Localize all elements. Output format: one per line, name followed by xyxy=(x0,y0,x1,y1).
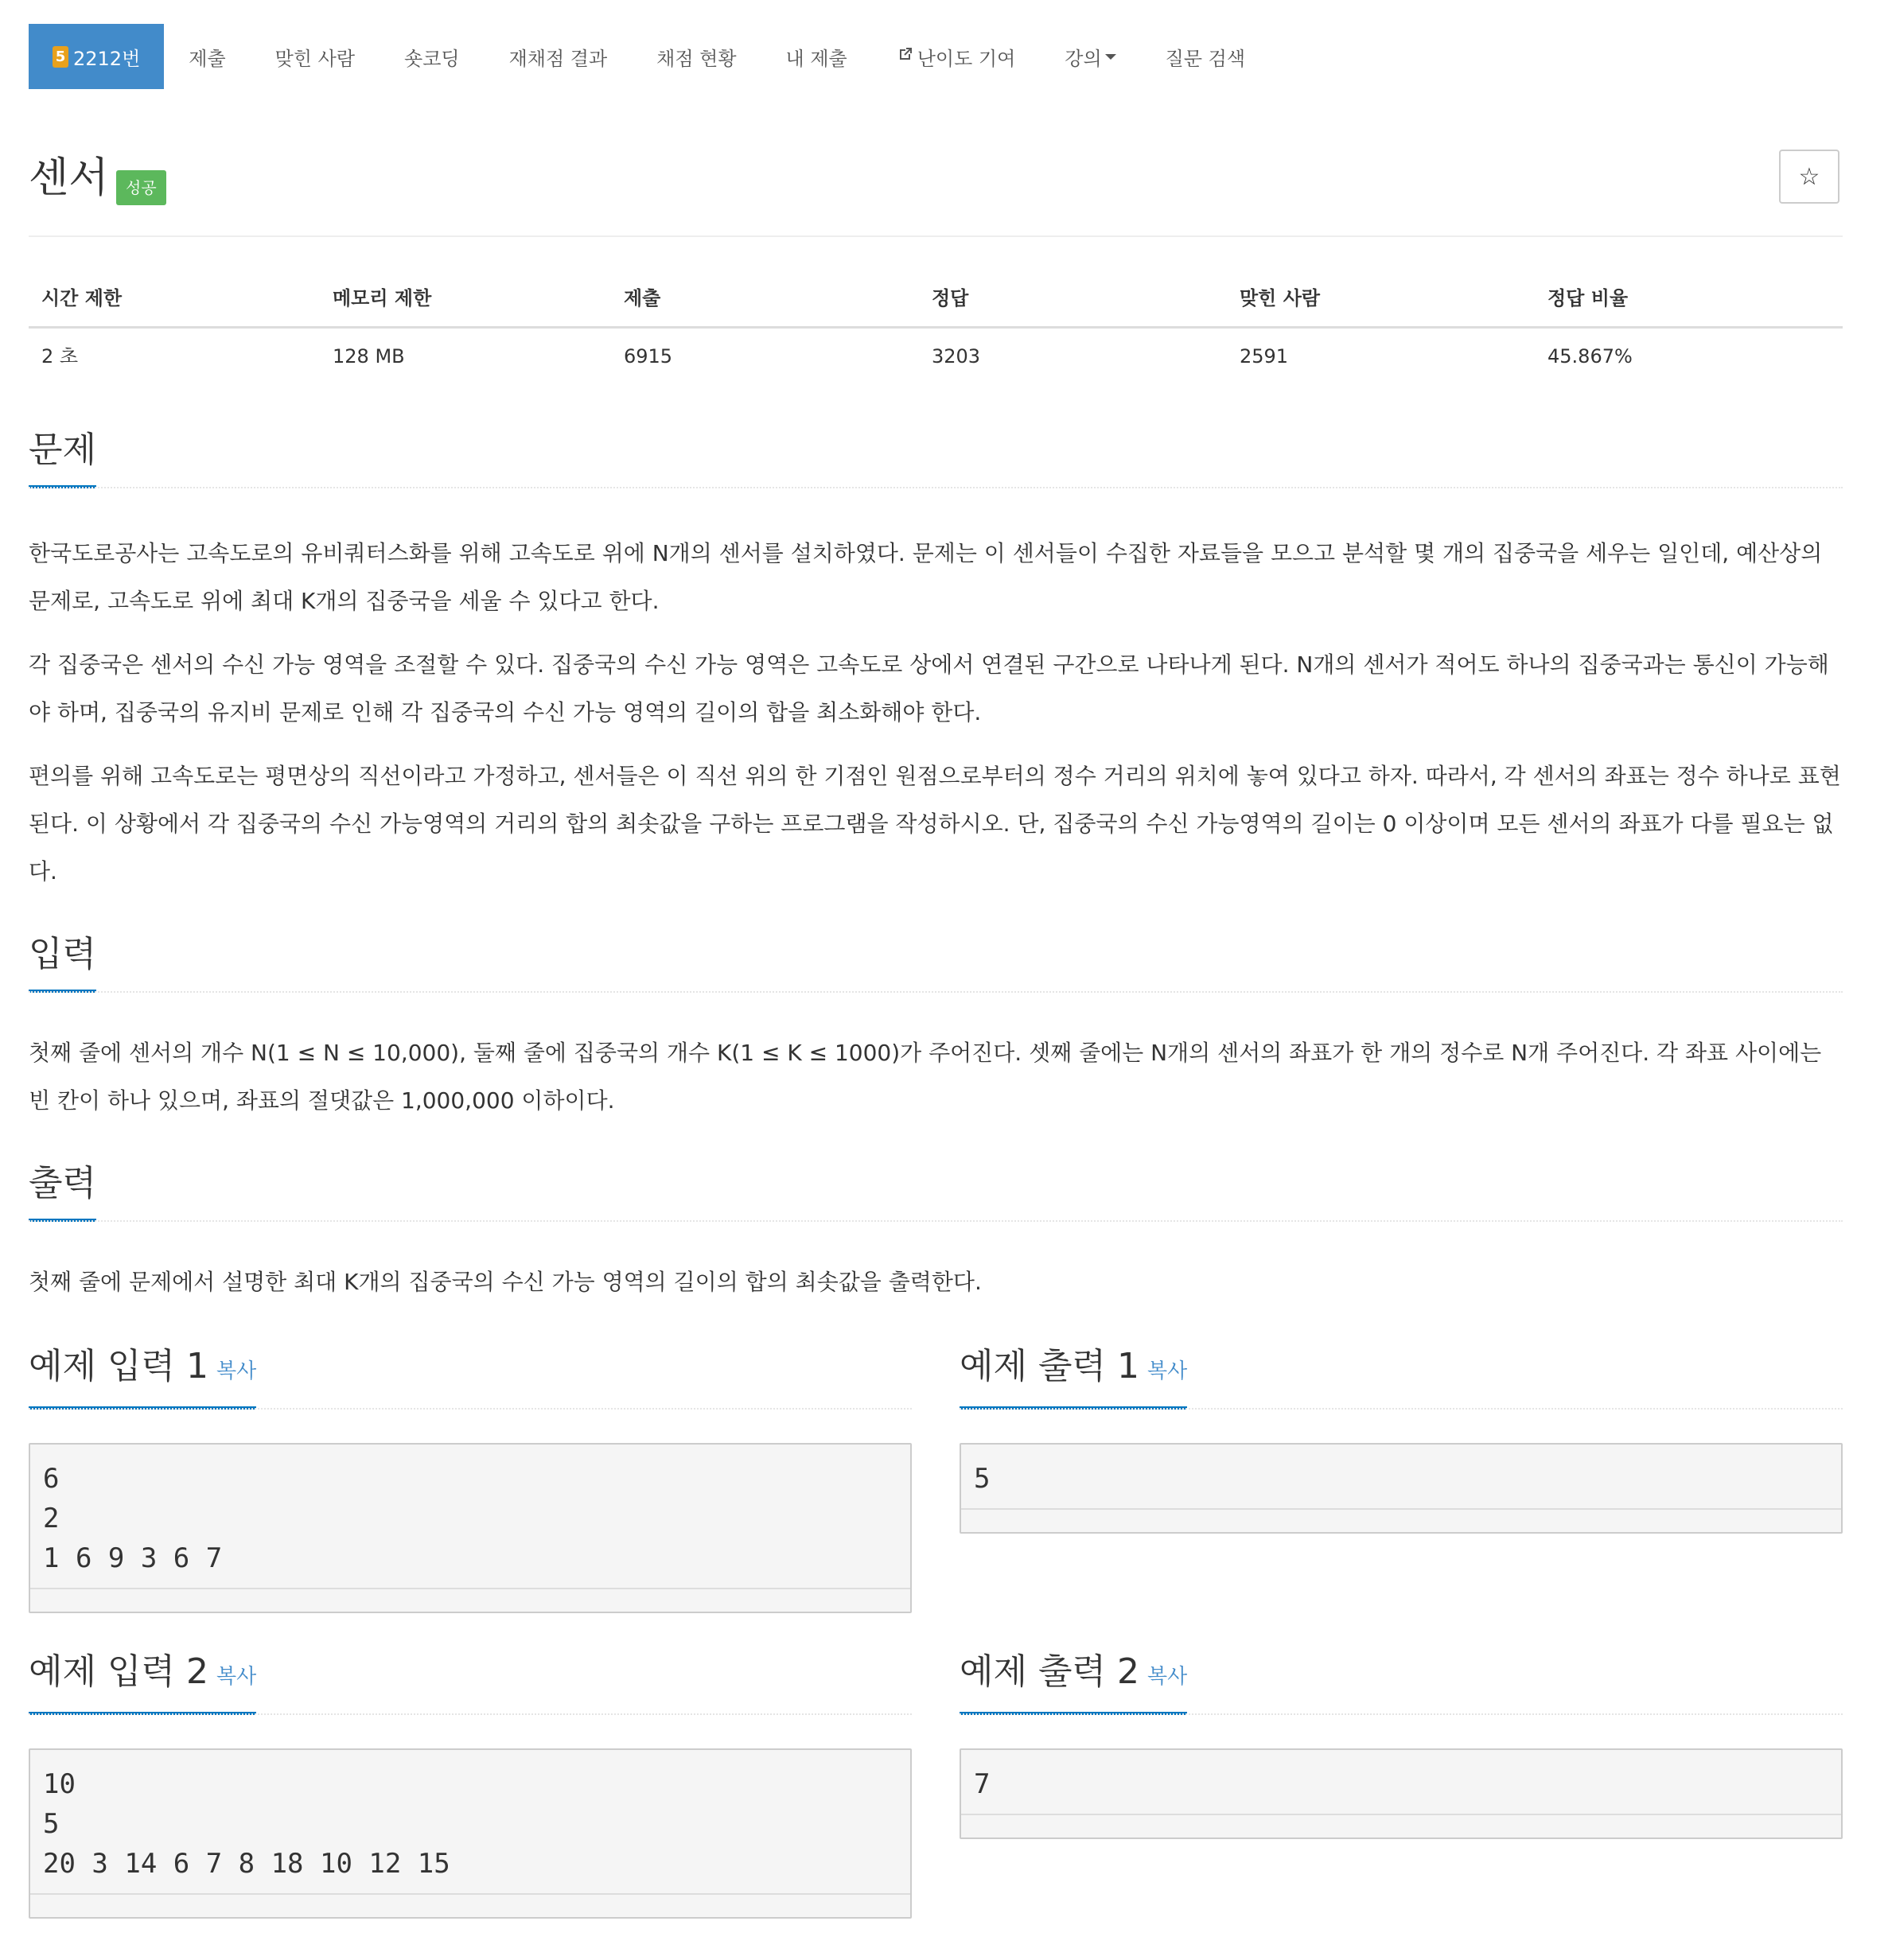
favorite-star-button[interactable] xyxy=(1779,150,1839,204)
problem-title: 센서 xyxy=(29,154,109,202)
sample-input-2-header xyxy=(29,1648,912,1715)
star-icon: ☆ xyxy=(1798,162,1820,191)
sample-output-2-header xyxy=(960,1648,1843,1715)
code-box-footer xyxy=(30,1588,910,1612)
input-section-title: 입력 xyxy=(29,931,96,993)
problem-paragraph-2: 각 집중국은 센서의 수신 가능 영역을 조절할 수 있다. 집중국의 수신 가능 영역은 고속도로 상에서 연결된 구간으로 나타나게 된다. N개의 센서가 적어도 하나의 집중국과는 통신이 가능해야 하며, 집중국의 유지비 문제로 인해 각 집중국의 수신 가능 영역의 길이의 합을 최소화해야 한다. xyxy=(29,651,1829,725)
sample-input-1-title: 예제 입력 1 xyxy=(29,1346,208,1386)
memory-limit-value: 128 MB xyxy=(333,345,405,368)
sample-input-2-content: 10 5 20 3 14 6 7 8 18 10 12 15 xyxy=(43,1768,450,1880)
accepted-value: 3203 xyxy=(932,345,981,368)
tab-rejudge-results[interactable]: 재채점 결과 xyxy=(508,47,608,70)
sample-output-2-content: 7 xyxy=(974,1768,991,1800)
section-divider xyxy=(29,991,1843,993)
code-box-footer xyxy=(961,1508,1841,1532)
header-time-limit: 시간 제한 xyxy=(41,287,123,309)
submissions-value: 6915 xyxy=(624,345,673,368)
problem-paragraph-1: 한국도로공사는 고속도로의 유비쿼터스화를 위해 고속도로 위에 N개의 센서를 설치하였다. 문제는 이 센서들이 수집한 자료들을 모으고 분석할 몇 개의 집중국을 세우는 일인데, 예산상의 문제로, 고속도로 위에 최대 K개의 집중국을 세울 수 있다고 한다. xyxy=(29,540,1823,614)
section-divider xyxy=(29,1220,1843,1222)
tab-problem[interactable] xyxy=(29,24,164,89)
tab-question-search[interactable]: 질문 검색 xyxy=(1165,47,1246,70)
problem-number: 2212번 xyxy=(73,47,141,70)
sample-output-2-heading xyxy=(960,1648,1187,1715)
sample-output-1-title: 예제 출력 1 xyxy=(960,1346,1139,1386)
lectures-label: 강의 xyxy=(1065,47,1102,70)
tab-lectures-dropdown[interactable] xyxy=(1040,24,1140,89)
tab-difficulty-contribution[interactable] xyxy=(872,24,1041,89)
sample-output-2-title: 예제 출력 2 xyxy=(960,1651,1139,1692)
input-description: 첫째 줄에 센서의 개수 N(1 ≤ N ≤ 10,000), 둘째 줄에 집중국의 개수 K(1 ≤ K ≤ 1000)가 주어진다. 셋째 줄에는 N개의 센서의 좌표가 한 개의 정수로 N개 주어진다. 각 좌표 사이에는 빈 칸이 하나 있으며, 좌표의 절댓값은 1,000,000 이하이다. xyxy=(29,1040,1822,1114)
problem-section-title: 문제 xyxy=(29,426,96,488)
tab-my-submissions[interactable]: 내 제출 xyxy=(785,47,847,70)
output-section-header xyxy=(29,1160,1843,1222)
external-link-icon xyxy=(897,45,914,68)
title-divider xyxy=(29,235,1843,237)
difficulty-contribution-label: 난이도 기여 xyxy=(917,47,1016,70)
problem-nav xyxy=(29,24,1270,89)
sample-input-1-header xyxy=(29,1343,912,1410)
problem-paragraph-3: 편의를 위해 고속도로는 평면상의 직선이라고 가정하고, 센서들은 이 직선 위의 한 기점인 원점으로부터의 정수 거리의 위치에 놓여 있다고 하자. 따라서, 각 센서의 좌표는 정수 하나로 표현된다. 이 상황에서 각 집중국의 수신 가능영역의 거리의 합의 최솟값을 구하는 프로그램을 작성하시오. 단, 집중국의 수신 가능영역의 길이는 0 이상이며 모든 센서의 좌표가 다를 필요는 없다. xyxy=(29,763,1841,885)
sample-output-1-heading xyxy=(960,1343,1187,1410)
tab-short-coding[interactable]: 숏코딩 xyxy=(404,47,460,70)
sample-input-1-heading xyxy=(29,1343,256,1410)
code-box-footer xyxy=(30,1893,910,1917)
problem-info-table xyxy=(29,270,1843,384)
sample-output-1-header xyxy=(960,1343,1843,1410)
status-badge: 성공 xyxy=(116,170,166,205)
sample-input-1-box[interactable] xyxy=(29,1443,912,1613)
accept-ratio-value: 45.867% xyxy=(1547,345,1633,368)
tier-badge-icon: 5 xyxy=(53,46,68,68)
header-submissions: 제출 xyxy=(624,287,661,309)
header-accept-ratio: 정답 비율 xyxy=(1547,287,1629,309)
section-divider xyxy=(29,1713,912,1715)
problem-section-header xyxy=(29,426,1843,488)
solved-users-value: 2591 xyxy=(1240,345,1289,368)
copy-sample-output-2-button[interactable]: 복사 xyxy=(1146,1665,1188,1689)
code-box-footer xyxy=(961,1814,1841,1838)
copy-sample-output-1-button[interactable]: 복사 xyxy=(1146,1359,1188,1383)
tab-judge-status[interactable]: 채점 현황 xyxy=(656,47,737,70)
section-divider xyxy=(29,487,1843,488)
header-solved-users: 맞힌 사람 xyxy=(1240,287,1321,309)
sample-input-2-title: 예제 입력 2 xyxy=(29,1651,208,1692)
copy-sample-input-1-button[interactable]: 복사 xyxy=(216,1359,257,1383)
sample-output-1-box[interactable] xyxy=(960,1443,1843,1534)
input-section-header xyxy=(29,931,1843,993)
copy-sample-input-2-button[interactable]: 복사 xyxy=(216,1665,257,1689)
table-row xyxy=(29,329,1843,384)
caret-down-icon xyxy=(1105,54,1116,60)
section-divider xyxy=(960,1713,1843,1715)
table-header-row xyxy=(29,270,1843,326)
time-limit-value: 2 초 xyxy=(41,345,79,368)
sample-input-2-heading xyxy=(29,1648,256,1715)
sample-input-1-content: 6 2 1 6 9 3 6 7 xyxy=(43,1463,223,1574)
header-accepted: 정답 xyxy=(932,287,969,309)
header-memory-limit: 메모리 제한 xyxy=(333,287,432,309)
tab-solved-users[interactable]: 맞힌 사람 xyxy=(274,47,356,70)
sample-output-2-box[interactable] xyxy=(960,1748,1843,1839)
sample-output-1-content: 5 xyxy=(974,1463,991,1495)
section-divider xyxy=(29,1408,912,1410)
output-description: 첫째 줄에 문제에서 설명한 최대 K개의 집중국의 수신 가능 영역의 길이의 합의 최솟값을 출력한다. xyxy=(29,1269,982,1295)
sample-input-2-box[interactable] xyxy=(29,1748,912,1919)
output-section-title: 출력 xyxy=(29,1160,96,1222)
tab-submit[interactable]: 제출 xyxy=(189,47,226,70)
section-divider xyxy=(960,1408,1843,1410)
